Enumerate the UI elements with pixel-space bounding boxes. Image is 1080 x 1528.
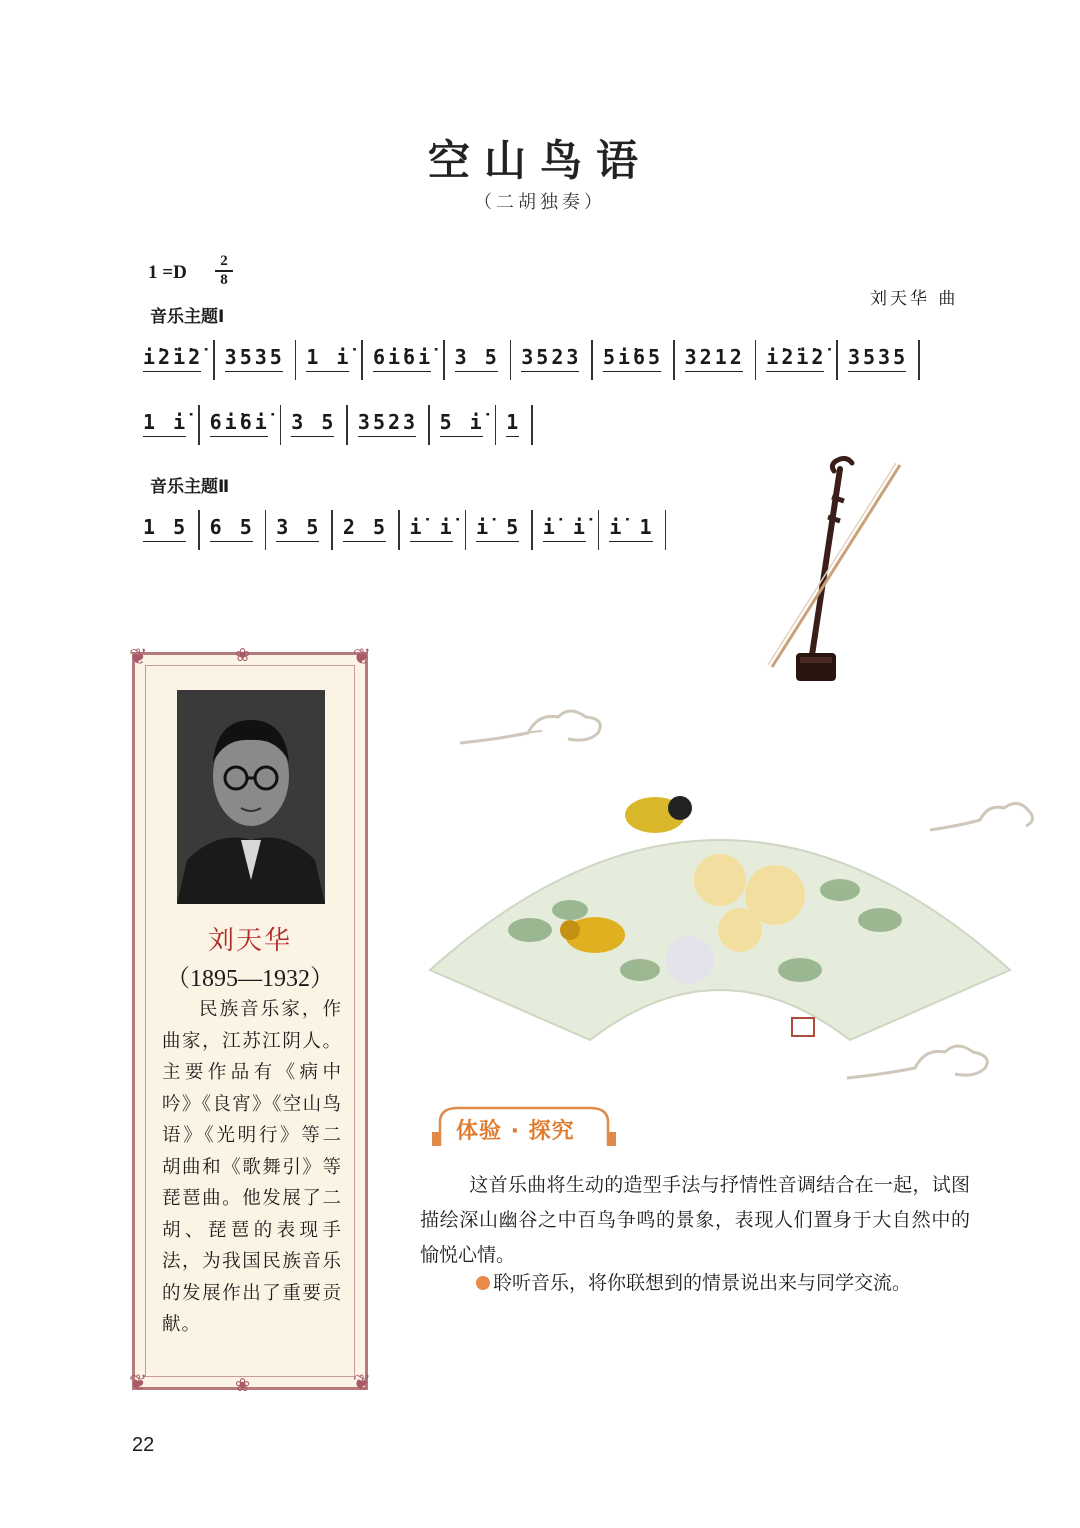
- frame-ornament-icon: ❦: [129, 1371, 148, 1396]
- bullet-dot-icon: [476, 1276, 490, 1290]
- page-subtitle: （二胡独奏）: [474, 192, 606, 213]
- measure-notes: i̇2̇i̇2̇: [756, 340, 836, 374]
- listening-task: [476, 1268, 911, 1295]
- theme1-staff-row1: [133, 340, 920, 380]
- score-measure: [599, 510, 666, 550]
- score-measure: [445, 340, 512, 380]
- composer-name: 刘天华: [207, 926, 292, 956]
- score-measure: [133, 510, 200, 550]
- measure-notes: 2 5: [333, 510, 398, 544]
- score-measure: [266, 510, 333, 550]
- measure-notes: 3535: [215, 340, 295, 374]
- frame-ornament-icon: ❀: [235, 645, 251, 666]
- composer-credit: 刘天华 曲: [870, 289, 959, 309]
- barline: [531, 405, 533, 445]
- page-title: 空山鸟语: [427, 136, 652, 185]
- frame-ornament-icon: ❦: [352, 645, 371, 670]
- measure-notes: 3212: [675, 340, 755, 374]
- score-measure: [756, 340, 838, 380]
- score-measure: [593, 340, 675, 380]
- page-number: 22: [132, 1434, 155, 1456]
- measure-notes: 1: [496, 405, 531, 439]
- score-measure: [430, 405, 497, 445]
- measure-notes: 6 5: [200, 510, 265, 544]
- score-measure: [838, 340, 920, 380]
- score-measure: [363, 340, 445, 380]
- composer-biography: 民族音乐家，作曲家，江苏江阴人。主要作品有《病中吟》《良宵》《空山鸟语》《光明行》等二胡曲和《歌舞引》等琵琶曲。他发展了二胡、琵琶的表现手法，为我国民族音乐的发展作出了重要贡献。: [162, 999, 342, 1335]
- score-measure: [466, 510, 533, 550]
- composer-years: （1895—1932）: [166, 966, 334, 992]
- theme2-label: 音乐主题Ⅱ: [150, 477, 230, 497]
- theme2-staff-row1: [133, 510, 666, 550]
- measure-notes: i̇ 5: [466, 510, 531, 544]
- score-measure: [675, 340, 757, 380]
- measure-notes: i̇2̇i̇2̇: [133, 340, 213, 374]
- score-measure: [296, 340, 363, 380]
- measure-notes: i̇ i̇: [533, 510, 598, 544]
- theme1-staff-row2: [133, 405, 533, 445]
- barline: [918, 340, 920, 380]
- theme1-label: 音乐主题Ⅰ: [150, 307, 225, 327]
- score-measure: [348, 405, 430, 445]
- measure-notes: 3535: [838, 340, 918, 374]
- time-signature-denominator: 8: [220, 272, 228, 288]
- measure-notes: 1 i̇: [133, 405, 198, 439]
- score-measure: [511, 340, 593, 380]
- measure-notes: i̇ 1: [599, 510, 664, 544]
- score-measure: [133, 405, 200, 445]
- fan-painting: [420, 770, 1020, 1070]
- frame-ornament-icon: ❦: [129, 645, 148, 670]
- measure-notes: 3523: [511, 340, 591, 374]
- measure-notes: 3 5: [445, 340, 510, 374]
- score-measure: [133, 340, 215, 380]
- barline: [665, 510, 667, 550]
- listening-task-text: 聆听音乐，将你联想到的情景说出来与同学交流。: [493, 1272, 912, 1294]
- time-signature-numerator: 2: [220, 253, 228, 269]
- score-measure: [200, 510, 267, 550]
- measure-notes: 5i̇65: [593, 340, 673, 374]
- measure-notes: 3 5: [281, 405, 346, 439]
- score-measure: [333, 510, 400, 550]
- explore-heading: 体验 · 探究: [456, 1119, 575, 1144]
- measure-notes: 6i̇6i̇: [200, 405, 280, 439]
- frame-ornament-icon: ❀: [235, 1375, 251, 1396]
- key-signature: 1 =D: [148, 262, 187, 283]
- frame-ornament-icon: ❦: [352, 1371, 371, 1396]
- erhu-illustration: [760, 455, 910, 690]
- score-measure: [400, 510, 467, 550]
- measure-notes: 3 5: [266, 510, 331, 544]
- measure-notes: 6i̇6i̇: [363, 340, 443, 374]
- score-measure: [215, 340, 297, 380]
- explore-paragraph: 这首乐曲将生动的造型手法与抒情性音调结合在一起，试图描绘深山幽谷之中百鸟争鸣的景象，表现人们置身于大自然中的愉悦心情。: [420, 1174, 970, 1266]
- score-measure: [533, 510, 600, 550]
- score-measure: [496, 405, 533, 445]
- measure-notes: 5 i̇: [430, 405, 495, 439]
- time-signature: [215, 254, 233, 288]
- cloud-decoration-icon: [458, 703, 610, 749]
- composer-portrait: [177, 690, 325, 904]
- measure-notes: 1 5: [133, 510, 198, 544]
- measure-notes: 3523: [348, 405, 428, 439]
- measure-notes: i̇ i̇: [400, 510, 465, 544]
- score-measure: [200, 405, 282, 445]
- score-measure: [281, 405, 348, 445]
- measure-notes: 1 i̇: [296, 340, 361, 374]
